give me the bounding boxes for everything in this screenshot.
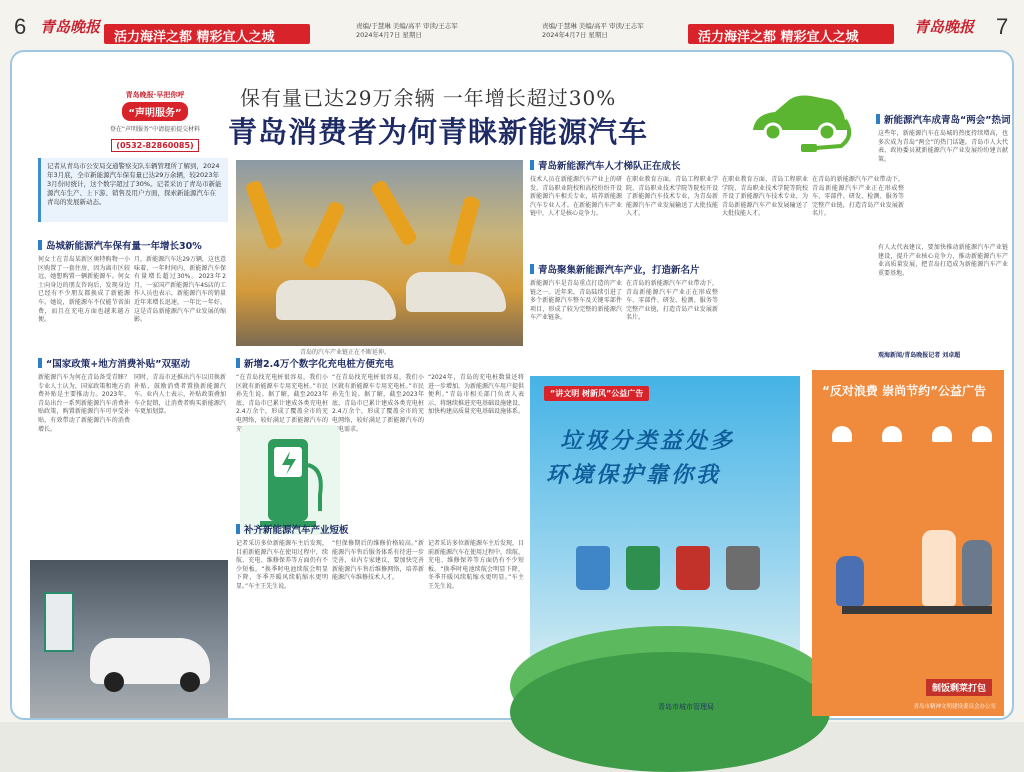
section-body-3b: “在青岛找充电桩很容易，我们小区就有新能源车专用充电桩。”市民孙先生说。据了解，截至2023年底，青岛市已累计建成各类充电桩2.4万余个，形成了覆盖全市的充电网络，较好满足了新能源汽车的充电需求。: [332, 374, 424, 433]
right-editor-meta: [542, 22, 644, 40]
section-body-1a: 何女士在青岛某新区奥特购物一小区购置了一套住房，因为离市区较远，她想购置一辆新能源车。何女士向身边的朋友咨询后，发现身边已经有不少朋友都换成了新能源车。她说，新能源车不仅能节省油费，而且在充电方面也越来越方便。: [38, 256, 130, 324]
section-body-6a: 记者采访多位新能源车主后发现，目前新能源汽车在使用过程中，续航、充电、维修保养等方面仍有不少短板。“换季时电池续航会明显下降，冬季开暖风续航缩水更明显。”车主王先生说。: [236, 540, 328, 590]
section-heading-7: 新能源汽车成青岛“两会”热词: [876, 112, 1011, 126]
poster-tag: “讲文明 树新风”公益广告: [544, 386, 649, 401]
article-lede: 记者从青岛市公安局交通警察支队车辆管理所了解到，2024年3月底，全市新能源汽车保有量已达29万余辆，较2023年3月份时统计，这个数字超过了30%。记者采访了青岛市新能源汽车生产、上下游、销售及用户方面，探索新能源汽车在青岛的发展新动态。: [38, 158, 228, 222]
right-slogan: 活力海洋之都 精彩宜人之城: [698, 30, 859, 45]
factory-robot-photo: [236, 160, 523, 346]
section-body-3a: “在青岛找充电桩很容易，我们小区就有新能源车专用充电桩。”市民孙先生说。据了解，截至2023年底，青岛市已累计建成各类充电桩2.4万余个，形成了覆盖全市的充电网络，较好满足了新能源汽车的充电需求。: [236, 374, 328, 433]
left-page-number: 6: [14, 14, 27, 39]
right-editor-line: 责编/于慧琳 美编/高平 审读/王志军: [542, 22, 644, 30]
left-editor-meta: [356, 22, 458, 40]
section-body-6c: 记者采访多位新能源车主后发现，目前新能源汽车在使用过程中，续航、充电、维修保养等方面仍有不少短板。“换季时电池续航会明显下降，冬季开暖风续航缩水更明显。”车主王先生说。: [428, 540, 525, 590]
article-subtitle: 保有量已达29万余辆 一年增长超过30%: [240, 86, 617, 110]
right-page-number: 7: [996, 14, 1009, 39]
hotline-badge: “声明服务”: [122, 102, 187, 121]
article-byline: 观海新闻/青岛晚报记者 刘卓超: [878, 352, 961, 359]
poster-orange-title: “反对浪费 崇尚节约”公益广告: [822, 384, 986, 398]
left-brand: 青岛晚报: [40, 18, 101, 36]
section-body-4c: 在职业教育方面，青岛工程职业学院、青岛职业技术学院等院校开设了新能源汽车技术专业，为青岛新能源汽车产业发展输送了大批技能人才。: [722, 176, 808, 218]
right-slogan-bar: [688, 24, 894, 44]
hotline-title: 青岛晚报·早把你呼: [125, 91, 185, 99]
section-heading-6: 补齐新能源汽车产业短板: [236, 522, 349, 536]
left-slogan-bar: [104, 24, 310, 44]
poster-orange-stamp: 制饭剩菜打包: [926, 679, 992, 696]
section-body-2b: 同时，青岛市还推出汽车以旧换新补贴，鼓励消费者置换新能源汽车。业内人士表示，补贴政策叠加车企促销，让消费者购买新能源汽车更加划算。: [134, 374, 226, 416]
left-editor-line: 责编/于慧琳 美编/高平 审读/王志军: [356, 22, 458, 30]
factory-photo-caption: 青岛的汽车产业链正在不断延伸。: [300, 349, 391, 356]
hotline-phone: (0532-82860085): [111, 139, 198, 152]
pendant-lamp-icon: [832, 426, 852, 442]
section-heading-1: 岛城新能源汽车保有量一年增长30%: [38, 238, 202, 252]
kitchen-waste-bin-icon: [626, 546, 660, 590]
section-body-4d: 在青岛的新能源汽车产业带动下，青岛新能源汽车产业正在形成整车、零部件、研发、检测、服务等完整产业链，打造青岛产业发展新名片。: [812, 176, 904, 218]
left-slogan: 活力海洋之都 精彩宜人之城: [114, 30, 275, 45]
section-body-5b: 在青岛的新能源汽车产业带动下，青岛新能源汽车产业正在形成整车、零部件、研发、检测、服务等完整产业链，打造青岛产业发展新名片。: [626, 280, 718, 322]
hazardous-bin-icon: [676, 546, 710, 590]
poster-line-1: 垃圾分类益处多: [560, 428, 736, 454]
article-title: 青岛消费者为何青睐新能源汽车: [228, 115, 649, 149]
other-waste-bin-icon: [726, 546, 760, 590]
hotline-ad: [90, 90, 220, 152]
family-member-figure: [836, 556, 864, 606]
garbage-sorting-poster: [530, 376, 800, 716]
pendant-lamp-icon: [882, 426, 902, 442]
section-heading-3: 新增2.4万个数字化充电桩方便充电: [236, 356, 394, 370]
family-member-figure: [922, 530, 956, 606]
green-car-plug-icon: [745, 86, 855, 154]
poster-orange-footer: 青岛市精神文明建设委员会办公室: [913, 704, 996, 710]
section-body-7a: 这些年，新能源汽车在岛城的热度持续增高，也多次成为青岛“两会”的热门话题。青岛市人大代表、政协委员就新能源汽车产业发展纷纷建言献策。: [878, 130, 1008, 163]
family-member-figure: [962, 540, 992, 606]
anti-waste-poster: [812, 370, 1004, 716]
charging-car-photo: [30, 560, 228, 718]
section-heading-4: 青岛新能源汽车人才梯队正在成长: [530, 158, 681, 172]
section-body-4a: 技术人员在新能源汽车产业上的研发，青岛职业院校和高校纷纷开设新能源汽车相关专业，培养新能源汽车专业人才。在新能源汽车产业链中，人才是核心竞争力。: [530, 176, 622, 218]
section-body-3c: “2024年，青岛的充电桩数量还将进一步增加，为新能源汽车用户提供便利。”青岛市相关部门负责人表示，将继续推进充电基础设施建设，加快构建高质量充电基础设施体系。: [428, 374, 525, 416]
dining-table: [842, 606, 992, 614]
section-body-4b: 在职业教育方面，青岛工程职业学院、青岛职业技术学院等院校开设了新能源汽车技术专业，为青岛新能源汽车产业发展输送了大批技能人才。: [626, 176, 718, 218]
section-heading-2: “国家政策+地方消费补贴”双驱动: [38, 356, 190, 370]
section-body-1b: 月，新能源汽车达29万辆，这也意味着，一年时间内，新能源汽车保有量增长超过30%。2023年2月，一家国产新能源汽车4S店的工作人员也表示，新能源汽车的销量近年来增长迅速，一年比一年好。这是青岛新能源汽车产业发展的缩影。: [134, 256, 226, 324]
section-body-7b: 有人大代表建议，要加快推动新能源汽车产业链建设，提升产业核心竞争力，推动新能源汽车产业高质量发展，把青岛打造成为新能源汽车产业重要基地。: [878, 244, 1008, 277]
right-date: 2024年4月7日 星期日: [542, 31, 608, 39]
recycle-bin-icon: [576, 546, 610, 590]
poster-footer: 青岛市城市管理局: [658, 703, 714, 711]
pendant-lamp-icon: [972, 426, 992, 442]
charging-pile-icon: [240, 425, 340, 535]
pendant-lamp-icon: [932, 426, 952, 442]
hotline-note: 登在“声明服务”中请提前提交材料: [109, 126, 201, 133]
section-body-2a: 新能源汽车为何在青岛备受青睐？专业人士认为，国家政策和地方消费补贴是主要推动力。2023年，青岛出台一系列新能源汽车消费补贴政策，购置新能源汽车可享受补贴，有效带动了新能源汽车的消费增长。: [38, 374, 130, 433]
section-heading-5: 青岛聚集新能源汽车产业，打造新名片: [530, 262, 700, 276]
left-date: 2024年4月7日 星期日: [356, 31, 422, 39]
right-brand: 青岛晚报: [914, 18, 975, 36]
section-body-5a: 新能源汽车是青岛重点打造的产业链之一。近年来，青岛陆续引进了多个新能源汽车整车及关键零部件项目，形成了较为完整的新能源汽车产业链条。: [530, 280, 622, 322]
poster-line-2: 环境保护靠你我: [546, 462, 722, 488]
section-body-6b: “但保修期后的维修价格较高。”新能源汽车售后服务体系有待进一步完善，业内专家建议，要加快完善新能源汽车售后维修网络，培养新能源汽车维修技术人才。: [332, 540, 424, 582]
